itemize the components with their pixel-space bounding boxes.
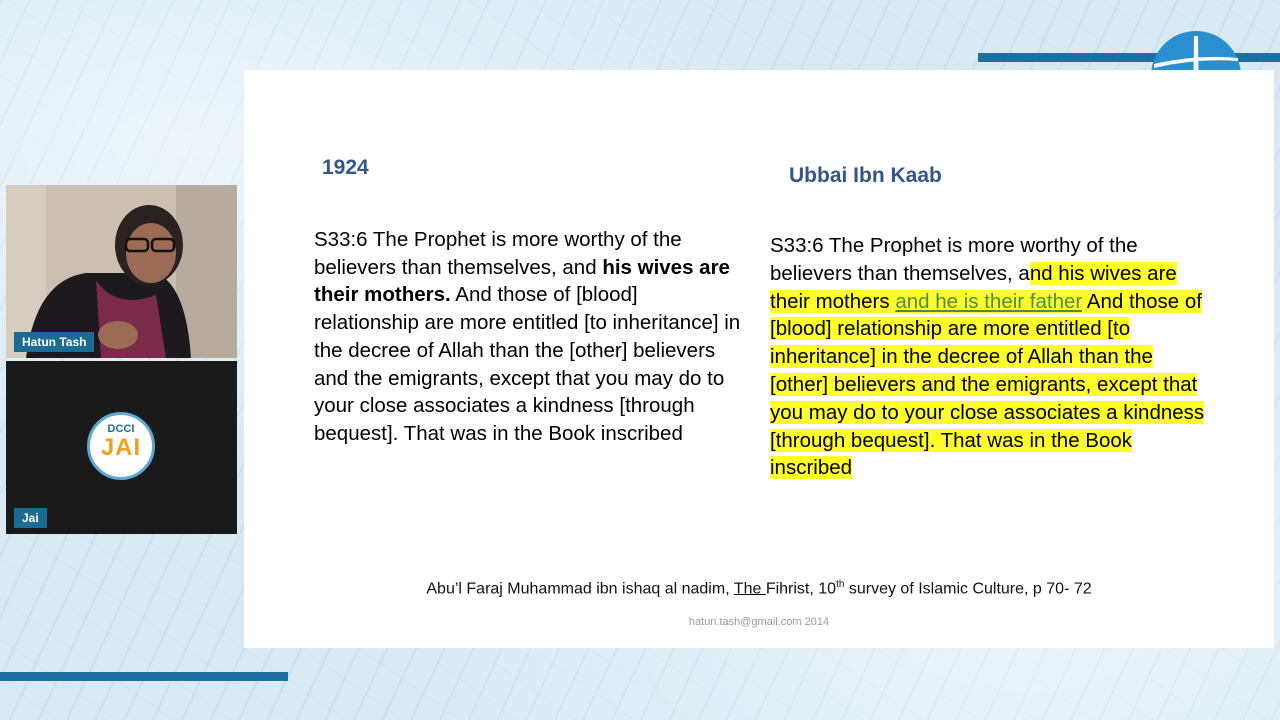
citation	[244, 579, 1274, 598]
citation-superscript: th	[836, 579, 845, 590]
avatar-text-top: DCCI	[107, 423, 135, 435]
citation-prefix: Abu’l Faraj Muhammad ibn ishaq al nadim,	[426, 580, 734, 598]
participant-avatar-tile[interactable]	[6, 361, 237, 534]
bottom-accent-stripe	[0, 672, 288, 681]
left-verse-text	[314, 226, 744, 448]
citation-suffix: survey of Islamic Culture, p 70- 72	[844, 580, 1092, 598]
presentation-slide	[244, 70, 1274, 648]
participant-name-tag: Hatun Tash	[14, 332, 94, 352]
right-verse-highlight-underlined: and he is their father	[895, 289, 1083, 313]
citation-middle: Fihrist, 10	[765, 580, 837, 598]
left-verse-start: S33:6 The Prophet is more worthy of the believers than themselves, and	[314, 228, 682, 279]
right-verse-highlight-2: And those of [blood] relationship are more entitled [to inheritance] in the decree of Allah than the [other] believers and the emigrants, except that you may do to your close associates a kindness [through bequest]. That was in the Book inscribed	[770, 289, 1205, 480]
avatar-text-main: JAI	[100, 434, 142, 461]
year-heading: 1924	[322, 156, 369, 179]
right-verse-highlight-1: nd his wives are their mothers	[770, 261, 1177, 313]
right-column-heading: Ubbai Ibn Kaab	[789, 164, 942, 187]
right-verse-start: S33:6 The Prophet is more worthy of the believers than themselves, a	[770, 234, 1138, 285]
citation-underlined: The	[733, 580, 766, 598]
dcci-jai-avatar	[87, 412, 155, 480]
participant-video-tile[interactable]	[6, 185, 237, 358]
left-verse-bold: his wives are their mothers.	[314, 255, 730, 307]
participant-name-tag: Jai	[14, 508, 47, 528]
left-verse-end: And those of [blood] relationship are more entitled [to inheritance] in the decree of Allah than the [other] believers and the emigrants, except that you may do to your close associates a kindness [through bequest]. That was in the Book inscribed	[314, 283, 741, 445]
right-verse-text	[770, 232, 1205, 482]
slide-footer: hatun.tash@gmail.com 2014	[688, 616, 830, 628]
